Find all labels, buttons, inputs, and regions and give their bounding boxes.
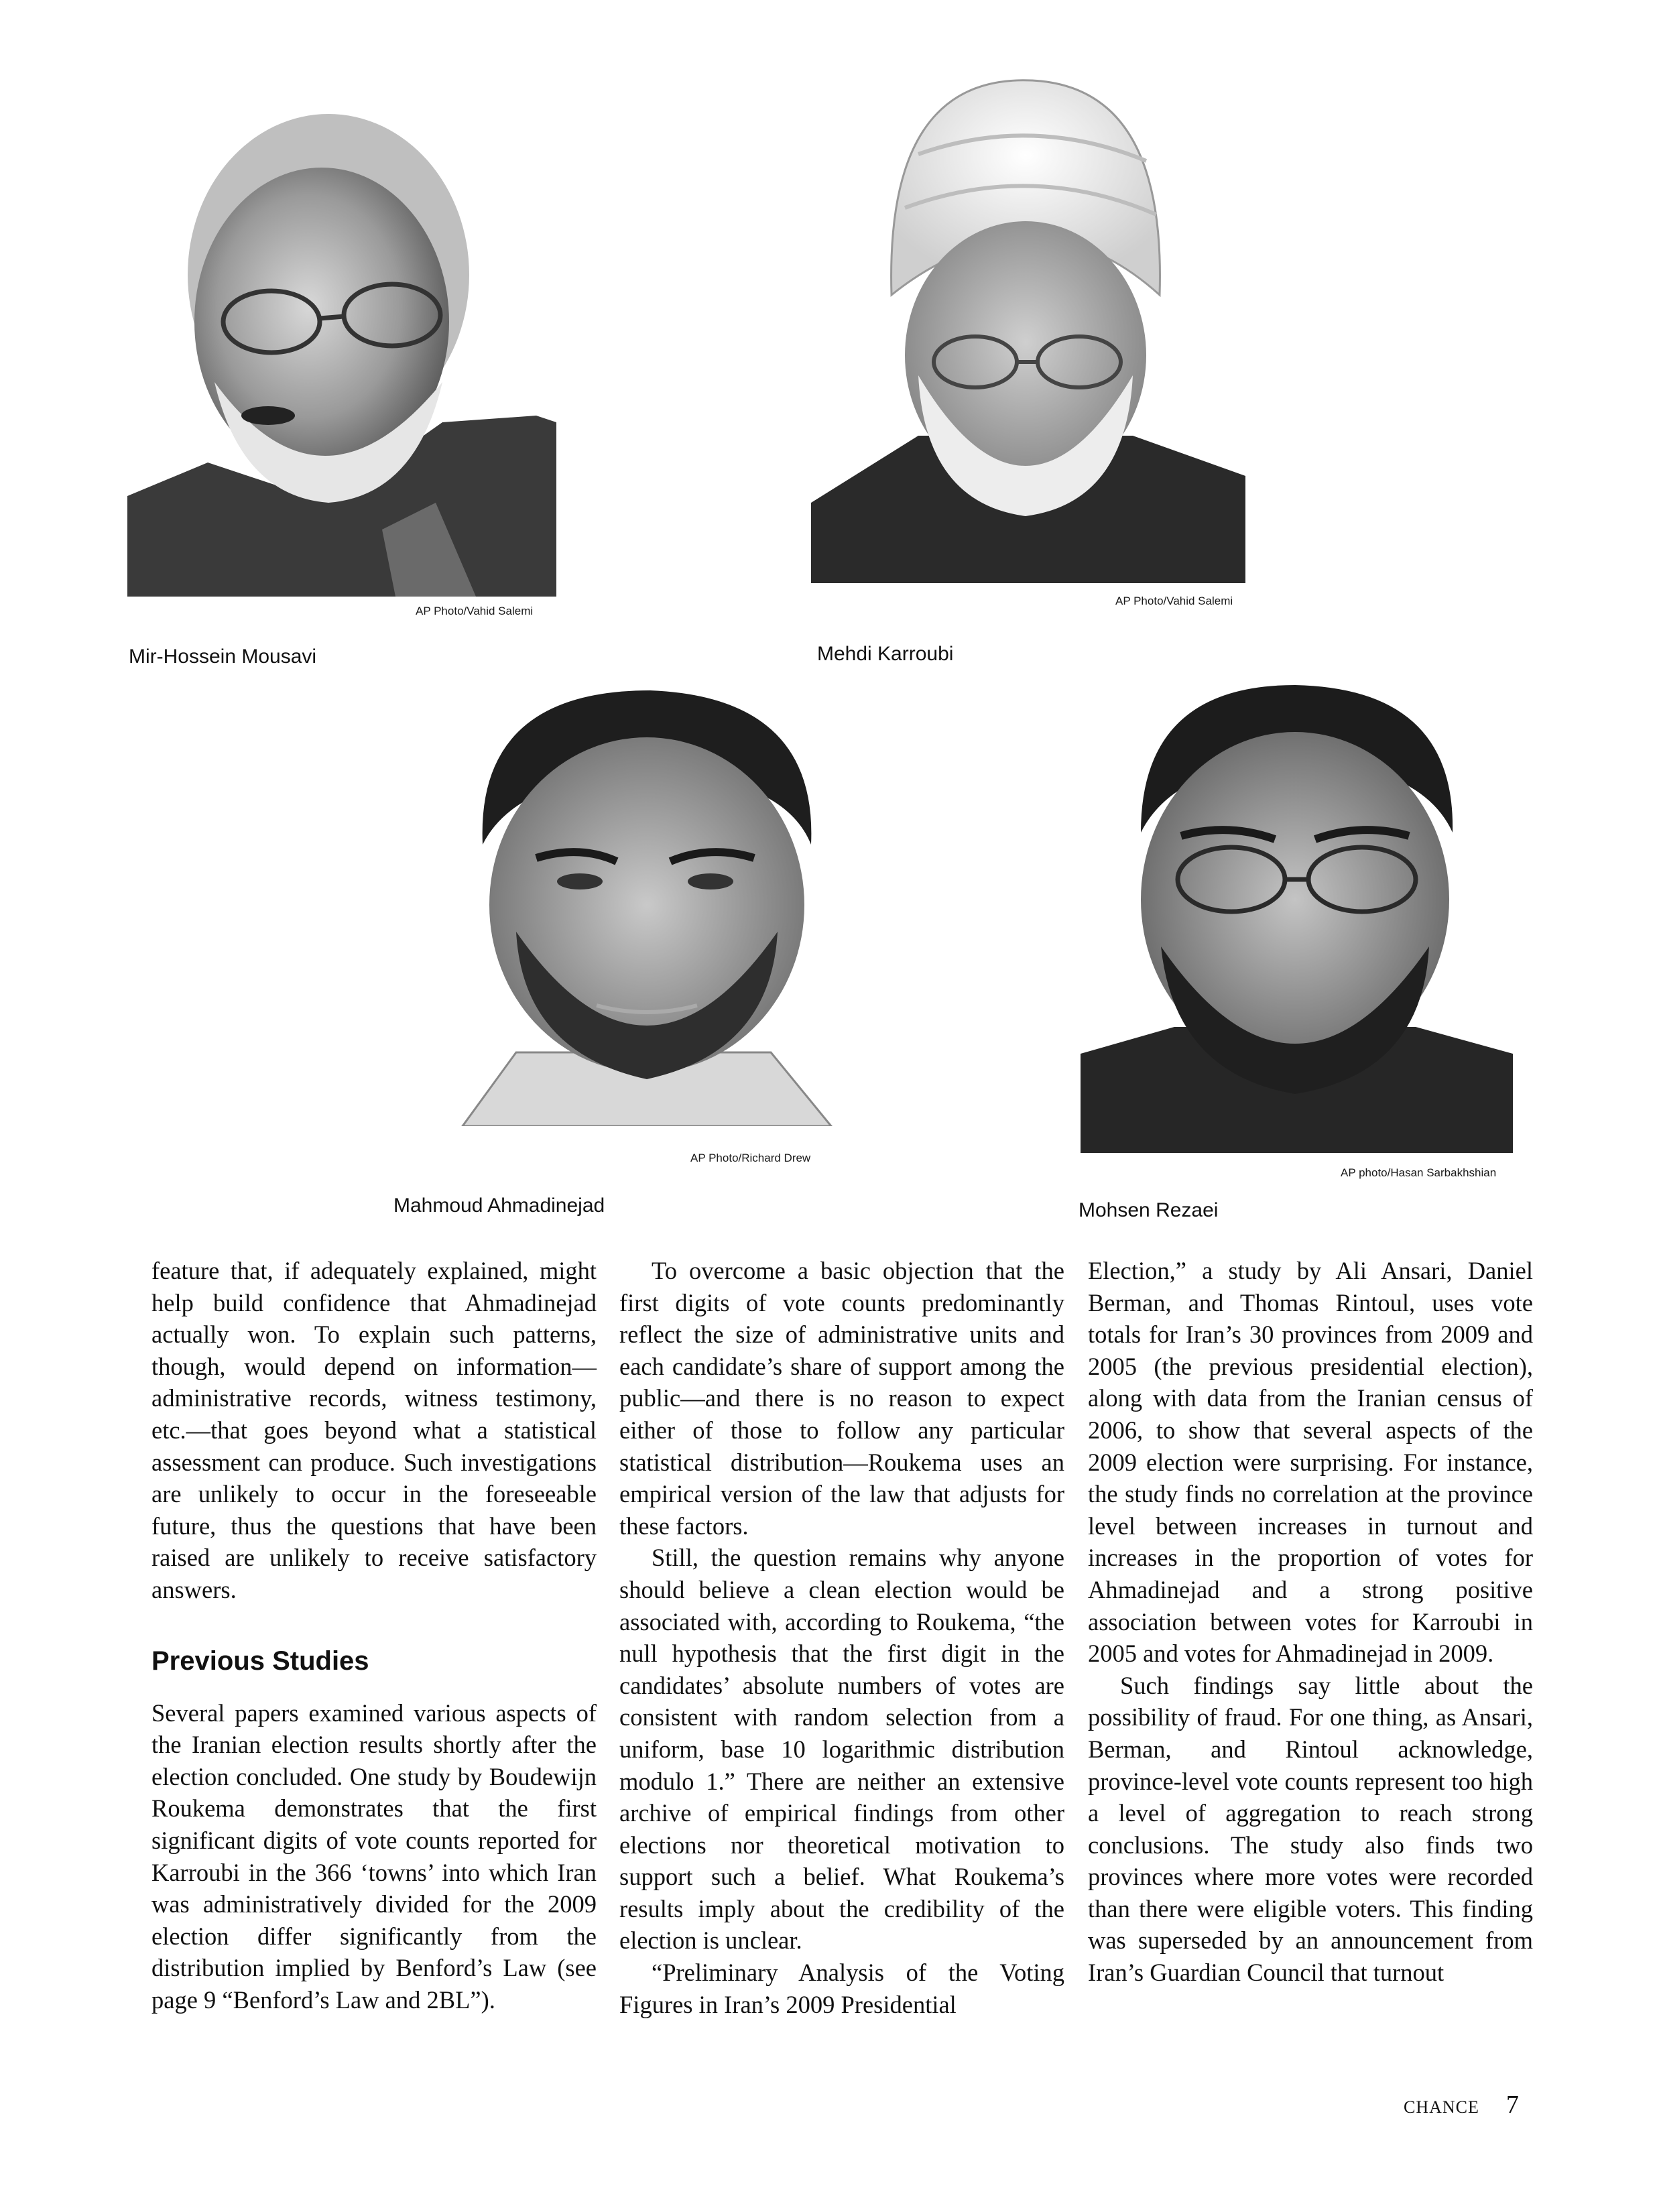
portrait-ahmadinejad-image [436,677,851,1126]
paragraph: To overcome a basic objection that the first digits of vote counts predominantly reflect the size of administrative units and each candidate’s share of support among the public—and there is no reason to expect either of those to follow any particular statistical distribution—Roukema uses an empirical version of the law that adjusts for these factors. [619,1257,1064,1540]
photo-ahmadinejad [436,677,851,1126]
photo-credit-ahmadinejad: AP Photo/Richard Drew [690,1152,811,1164]
magazine-name: CHANCE [1404,2097,1479,2117]
photo-mousavi [127,101,556,597]
portrait-rezaei-image [1081,678,1513,1153]
caption-ahmadinejad: Mahmoud Ahmadinejad [393,1194,605,1217]
section-heading: Previous Studies [151,1646,369,1676]
caption-karroubi: Mehdi Karroubi [817,643,954,665]
paragraph: Still, the question remains why anyone should believe a clean election would be associated with, according to Roukema, “the null hypothesis that the first digit in the candidates’ absolute numbers of votes are consistent with random selection from a uniform, base 10 logarithmic distribution modulo 1.” There are neither an extensive archive of empirical findings from other elections nor theoretical motivation to support such a belief. What Roukema’s results imply about the credibility of the election is unclear. [619,1544,1064,1955]
photo-karroubi [811,74,1245,583]
paragraph: Such findings say little about the possibility of fraud. For one thing, as Ansari, Berman, and Rintoul acknowledge, province-level vote counts represent too high a level of aggregation to reach strong conclusions. The study also finds two provinces where more votes were recorded than there were eligible voters. This finding was superseded by an announcement from Iran’s Guardian Council that turnout [1088,1671,1533,1987]
paragraph: “Preliminary Analysis of the Voting Figures in Iran’s 2009 Presidential [619,1959,1064,2018]
page-footer [1404,2090,1519,2119]
photo-rezaei [1081,678,1513,1153]
photo-credit-mousavi: AP Photo/Vahid Salemi [416,605,534,617]
portrait-mousavi-image [127,101,556,597]
photo-credit-rezaei: AP photo/Hasan Sarbakhshian [1341,1166,1497,1179]
caption-mousavi: Mir-Hossein Mousavi [129,646,317,668]
paragraph: Election,” a study by Ali Ansari, Daniel Berman, and Thomas Rintoul, uses vote totals for Iran’s 30 provinces from 2009 and 2005 (the previous presidential election), along with data from the Iranian census of 2006, to show that several aspects of the 2009 election were surprising. For instance, the study finds no correlation at the province level between increases in turnout and increases in the proportion of votes for Ahmadinejad and a strong positive association between votes for Karroubi in 2005 and votes for Ahmadinejad in 2009. [1088,1257,1533,1668]
portrait-karroubi-image [811,74,1245,583]
page-number: 7 [1506,2091,1519,2119]
article-column-1 [151,1255,597,2016]
caption-rezaei: Mohsen Rezaei [1079,1199,1219,1221]
article-column-3 [1088,1255,1533,1989]
article-column-2 [619,1255,1064,2020]
paragraph: Several papers examined various aspects of the Iranian election results shortly after the election concluded. One study by Boudewijn Roukema demonstrates that the first significant digits of vote counts reported for Karroubi in the 366 ‘towns’ into which Iran was administratively divided for the 2009 election differ significantly from the distribution implied by Benford’s Law (see page 9 “Benford’s Law and 2BL”). [151,1699,597,2014]
photo-credit-karroubi: AP Photo/Vahid Salemi [1115,595,1233,607]
paragraph: feature that, if adequately explained, might help build confidence that Ahmadinejad actually won. To explain such patterns, though, would depend on information—administrative records, witness testimony, etc.—that goes beyond what a statistical assessment can produce. Such investigations are unlikely to occur in the foreseeable future, thus the questions that have been raised are unlikely to receive satisfactory answers. [151,1257,597,1603]
